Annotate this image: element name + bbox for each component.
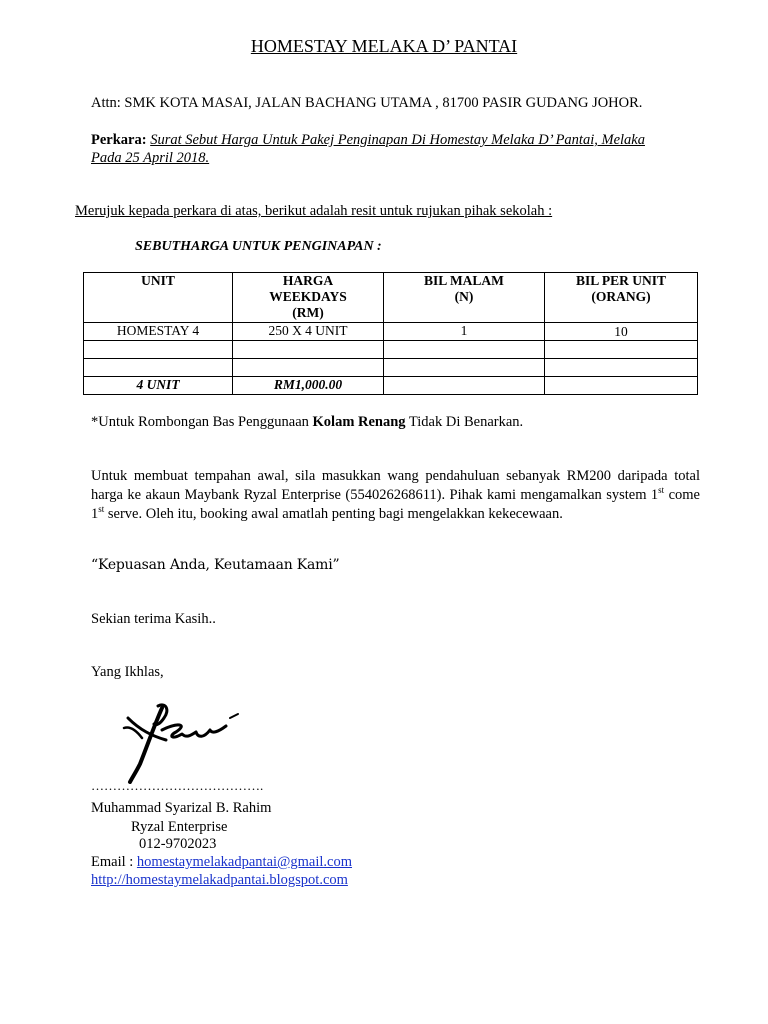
subject-label: Perkara:: [91, 132, 147, 148]
booking-paragraph: Untuk membuat tempahan awal, sila masukkan wang pendahuluan sebanyak RM200 daripada total harga ke akaun Maybank Ryzal Enterprise (554026268611). Pihak kami mengamalkan system 1st come 1st serve. Oleh itu, booking awal amatlah penting bagi mengelakkan kekecewaan.: [91, 468, 700, 522]
header-harga: HARGA WEEKDAYS (RM): [233, 273, 384, 323]
reference-line: Merujuk kepada perkara di atas, berikut adalah resit untuk rujukan pihak sekolah :: [75, 203, 553, 219]
signature-image: [118, 700, 244, 784]
subject-block: [91, 131, 645, 167]
blog-url: [91, 872, 348, 889]
email-link[interactable]: homestaymelakadpantai@gmail.com: [136, 854, 353, 870]
subject-line-2: Pada 25 April 2018.: [91, 150, 210, 166]
cell-harga: 250 X 4 UNIT: [233, 323, 384, 341]
quotation-table: [83, 272, 698, 395]
header-bil-malam: BIL MALAM (N): [384, 273, 545, 323]
document-title: HOMESTAY MELAKA D’ PANTAI: [250, 36, 518, 56]
blog-link[interactable]: http://homestaymelakadpantai.blogspot.com: [91, 872, 348, 888]
subject-line-1: Surat Sebut Harga Untuk Pakej Penginapan Di Homestay Melaka D’ Pantai, Melaka: [150, 132, 645, 148]
email-line: [91, 854, 352, 871]
table-total-row: [84, 377, 698, 395]
pool-note: *Untuk Rombongan Bas Penggunaan Kolam Renang Tidak Di Benarkan.: [91, 414, 524, 430]
signer-company: Ryzal Enterprise: [131, 819, 228, 835]
total-harga: RM1,000.00: [233, 377, 384, 395]
closing-thanks: Sekian terima Kasih..: [91, 611, 216, 627]
signer-phone: 012-9702023: [139, 836, 217, 852]
cell-unit: HOMESTAY 4: [84, 323, 233, 341]
email-label: Email :: [91, 854, 137, 870]
motto: “Kepuasan Anda, Keutamaan Kami”: [91, 557, 340, 573]
section-title: SEBUTHARGA UNTUK PENGINAPAN :: [135, 239, 382, 254]
signer-name: Muhammad Syarizal B. Rahim: [91, 800, 272, 816]
header-bil-per-unit: BIL PER UNIT (ORANG): [545, 273, 698, 323]
table-header-row: [84, 273, 698, 323]
closing-sincerely: Yang Ikhlas,: [91, 664, 164, 680]
total-unit: 4 UNIT: [84, 377, 233, 395]
header-unit: UNIT: [84, 273, 233, 323]
attn-line: Attn: SMK KOTA MASAI, JALAN BACHANG UTAMA , 81700 PASIR GUDANG JOHOR.: [91, 95, 643, 111]
cell-orang: 10: [545, 323, 698, 341]
table-row-empty: [84, 359, 698, 377]
cell-malam: 1: [384, 323, 545, 341]
signature-line: ………………………………….: [91, 778, 264, 793]
table-row-empty: [84, 341, 698, 359]
table-row: [84, 323, 698, 341]
